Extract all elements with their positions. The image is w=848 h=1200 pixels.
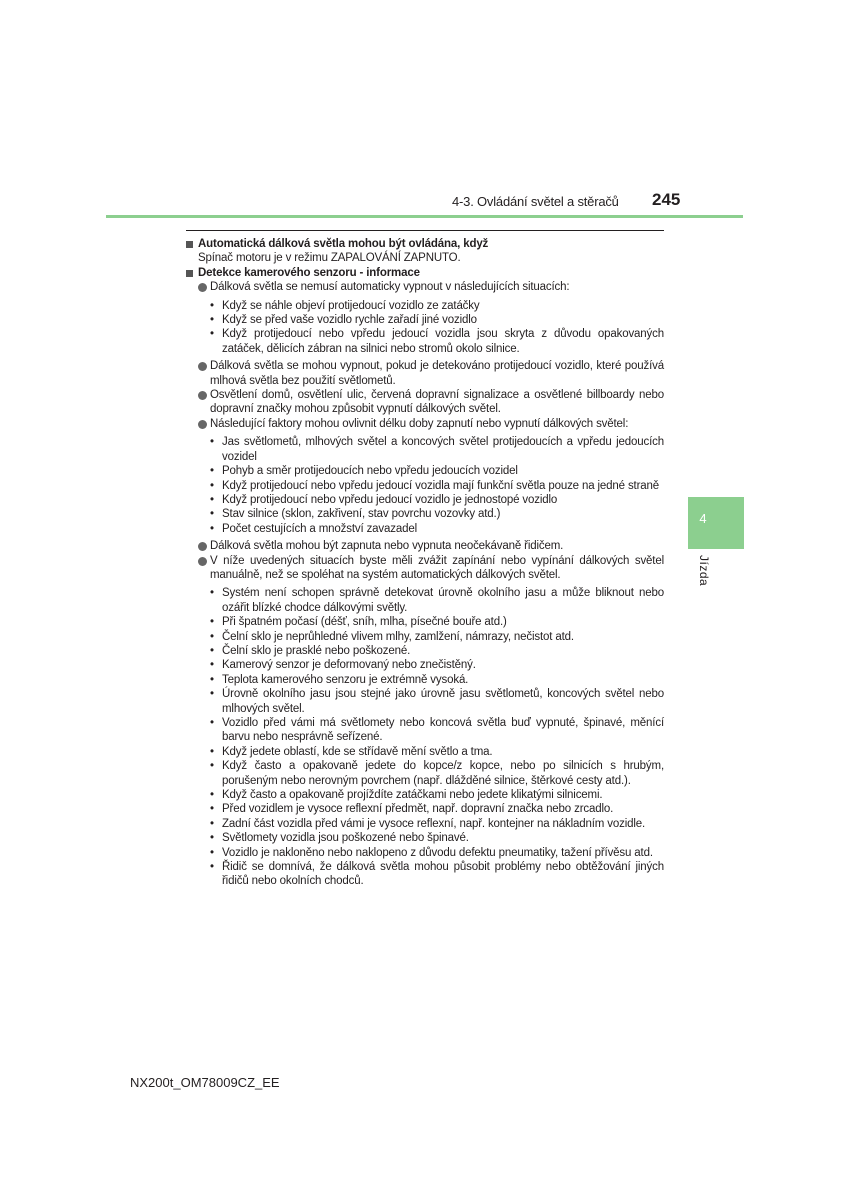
square-bullet-icon xyxy=(186,270,193,277)
small-bullet-icon: • xyxy=(210,659,214,672)
small-bullet-icon: • xyxy=(210,717,214,729)
small-bullet-icon: • xyxy=(210,644,214,657)
content-body xyxy=(186,237,664,892)
circle-bullet-text: V níže uvedených situacích byste měli zvážit zapínání nebo vypínání dálkových světel manuálně, než se spoléhat na systém automatických dálkových světel. xyxy=(210,554,664,581)
sub-bullet-text: Když protijedoucí nebo vpředu jedoucí vozidla jsou skryta z důvodu opakovaných zatáček, dělicích zábran na silnici nebo stromů okolo silnice. xyxy=(222,328,664,355)
sub-bullet-list xyxy=(186,586,664,889)
section-body-text: Spínač motoru je v režimu ZAPALOVÁNÍ ZAPNUTO. xyxy=(198,252,461,265)
sub-bullet-item xyxy=(186,327,664,356)
small-bullet-icon: • xyxy=(210,616,214,629)
small-bullet-icon: • xyxy=(210,789,214,802)
small-bullet-icon: • xyxy=(210,817,214,830)
circle-bullet-item xyxy=(186,539,664,553)
section-heading xyxy=(186,266,664,280)
sub-bullet-text: Úrovně okolního jasu jsou stejné jako úrovně jasu světlometů, koncových světel nebo mlhových světel. xyxy=(222,688,664,715)
sub-bullet-text: Systém není schopen správně detekovat úrovně okolního jasu a může bliknout nebo ozářit blízké chodce dálkovými světly. xyxy=(222,587,664,614)
section-heading xyxy=(186,237,664,251)
page-number: 245 xyxy=(652,190,681,209)
sub-bullet-item xyxy=(186,658,664,672)
sub-bullet-item xyxy=(186,479,664,493)
sub-bullet-item xyxy=(186,673,664,687)
circle-bullet-text: Osvětlení domů, osvětlení ulic, červená dopravní signalizace a osvětlené billboardy nebo dopravní značky mohou způsobit vypnutí dálkových světel. xyxy=(210,389,664,416)
sub-bullet-text: Zadní část vozidla před vámi je vysoce reflexní, např. kontejner na nákladním vozidle. xyxy=(222,817,646,830)
sub-bullet-item xyxy=(186,507,664,521)
section-heading-text: Detekce kamerového senzoru - informace xyxy=(198,266,420,279)
sub-bullet-item xyxy=(186,586,664,615)
sub-bullet-item xyxy=(186,493,664,507)
square-bullet-icon xyxy=(186,241,193,248)
sub-bullet-item xyxy=(186,687,664,716)
sub-bullet-item xyxy=(186,615,664,629)
sub-bullet-text: Jas světlometů, mlhových světel a koncových světel protijedoucích a vpředu jedoucích vozidel xyxy=(222,436,664,463)
small-bullet-icon: • xyxy=(210,688,214,701)
circle-bullet-item xyxy=(186,359,664,388)
sub-bullet-item xyxy=(186,846,664,860)
small-bullet-icon: • xyxy=(210,803,214,816)
circle-bullet-icon xyxy=(198,557,207,566)
sub-bullet-list xyxy=(186,435,664,536)
small-bullet-icon: • xyxy=(210,436,214,449)
small-bullet-icon: • xyxy=(210,465,214,478)
chapter-tab xyxy=(688,497,744,549)
small-bullet-icon: • xyxy=(210,328,214,341)
small-bullet-icon: • xyxy=(210,745,214,758)
small-bullet-icon: • xyxy=(210,314,214,327)
sub-bullet-text: Počet cestujících a množství zavazadel xyxy=(222,522,418,535)
small-bullet-icon: • xyxy=(210,673,214,686)
sub-bullet-text: Když se náhle objeví protijedoucí vozidlo ze zatáčky xyxy=(222,299,480,312)
document-code: NX200t_OM78009CZ_EE xyxy=(130,1075,280,1090)
content-top-divider xyxy=(186,230,664,231)
sub-bullet-text: Teplota kamerového senzoru je extrémně vysoká. xyxy=(222,673,469,686)
circle-bullet-text: Následující faktory mohou ovlivnit délku doby zapnutí nebo vypnutí dálkových světel: xyxy=(210,417,629,430)
sub-bullet-text: Když často a opakovaně jedete do kopce/z kopce, nebo po silnicích s hrubým, porušeným nebo nerovným povrchem (např. dlážděné silnice, štěrkové cesty atd.). xyxy=(222,760,664,787)
sub-bullet-text: Světlomety vozidla jsou poškozené nebo špinavé. xyxy=(222,832,469,845)
sub-bullet-item xyxy=(186,745,664,759)
sub-bullet-item xyxy=(186,831,664,845)
circle-bullet-item xyxy=(186,280,664,294)
sub-bullet-text: Čelní sklo je prasklé nebo poškozené. xyxy=(222,644,411,657)
small-bullet-icon: • xyxy=(210,832,214,845)
circle-bullet-icon xyxy=(198,420,207,429)
sub-bullet-text: Řidič se domnívá, že dálková světla mohou působit problémy nebo obtěžování jiných řidičů nebo okolních chodců. xyxy=(222,861,664,888)
sub-bullet-list xyxy=(186,299,664,357)
header-section-title: 4-3. Ovládání světel a stěračů xyxy=(452,194,619,209)
sub-bullet-text: Vozidlo je nakloněno nebo naklopeno z důvodu defektu pneumatiky, tažení přívěsu atd. xyxy=(222,846,653,859)
small-bullet-icon: • xyxy=(210,522,214,535)
sub-bullet-item xyxy=(186,313,664,327)
sub-bullet-text: Čelní sklo je neprůhledné vlivem mlhy, zamlžení, námrazy, nečistot atd. xyxy=(222,630,574,643)
circle-bullet-item xyxy=(186,388,664,417)
section-heading-text: Automatická dálková světla mohou být ovládána, když xyxy=(198,238,489,250)
sub-bullet-item xyxy=(186,759,664,788)
circle-bullet-item xyxy=(186,554,664,583)
circle-bullet-item xyxy=(186,417,664,431)
small-bullet-icon: • xyxy=(210,760,214,773)
sub-bullet-text: Když jedete oblastí, kde se střídavě mění světlo a tma. xyxy=(222,745,493,758)
sub-bullet-text: Kamerový senzor je deformovaný nebo znečistěný. xyxy=(222,659,476,672)
circle-bullet-icon xyxy=(198,283,207,292)
sub-bullet-text: Když často a opakovaně projíždíte zatáčkami nebo jedete klikatými silnicemi. xyxy=(222,789,603,802)
sub-bullet-text: Při špatném počasí (déšť, sníh, mlha, písečné bouře atd.) xyxy=(222,616,507,629)
circle-bullet-icon xyxy=(198,542,207,551)
sub-bullet-item xyxy=(186,788,664,802)
circle-bullet-text: Dálková světla se mohou vypnout, pokud je detekováno protijedoucí vozidlo, které používá mlhová světla bez použití světlometů. xyxy=(210,360,664,387)
small-bullet-icon: • xyxy=(210,508,214,521)
sub-bullet-item xyxy=(186,630,664,644)
small-bullet-icon: • xyxy=(210,299,214,312)
sub-bullet-item xyxy=(186,802,664,816)
sub-bullet-item xyxy=(186,644,664,658)
small-bullet-icon: • xyxy=(210,861,214,874)
sub-bullet-item xyxy=(186,860,664,889)
circle-bullet-icon xyxy=(198,391,207,400)
sub-bullet-item xyxy=(186,522,664,536)
sub-bullet-text: Když se před vaše vozidlo rychle zařadí jiné vozidlo xyxy=(222,314,477,327)
sub-bullet-item xyxy=(186,464,664,478)
sub-bullet-text: Když protijedoucí nebo vpředu jedoucí vozidla mají funkční světla pouze na jedné straně xyxy=(222,479,660,492)
sub-bullet-item xyxy=(186,435,664,464)
chapter-number: 4 xyxy=(699,511,707,526)
circle-bullet-text: Dálková světla se nemusí automaticky vypnout v následujících situacích: xyxy=(210,281,570,294)
header-divider xyxy=(106,215,743,218)
sub-bullet-text: Před vozidlem je vysoce reflexní předmět, např. dopravní značka nebo zrcadlo. xyxy=(222,803,614,816)
small-bullet-icon: • xyxy=(210,587,214,600)
sub-bullet-text: Vozidlo před vámi má světlomety nebo koncová světla buď vypnuté, špinavé, měnící barvu nebo nesprávně seřízené. xyxy=(222,717,664,744)
small-bullet-icon: • xyxy=(210,846,214,859)
chapter-label: Jízda xyxy=(697,555,711,587)
sub-bullet-text: Stav silnice (sklon, zakřivení, stav povrchu vozovky atd.) xyxy=(222,508,501,521)
small-bullet-icon: • xyxy=(210,479,214,492)
sub-bullet-item xyxy=(186,817,664,831)
circle-bullet-text: Dálková světla mohou být zapnuta nebo vypnuta neočekávaně řidičem. xyxy=(210,540,564,553)
small-bullet-icon: • xyxy=(210,493,214,506)
sub-bullet-text: Pohyb a směr protijedoucích nebo vpředu jedoucích vozidel xyxy=(222,465,518,478)
sub-bullet-item xyxy=(186,299,664,313)
sub-bullet-item xyxy=(186,716,664,745)
small-bullet-icon: • xyxy=(210,630,214,643)
sub-bullet-text: Když protijedoucí nebo vpředu jedoucí vozidlo je jednostopé vozidlo xyxy=(222,493,558,506)
circle-bullet-icon xyxy=(198,362,207,371)
